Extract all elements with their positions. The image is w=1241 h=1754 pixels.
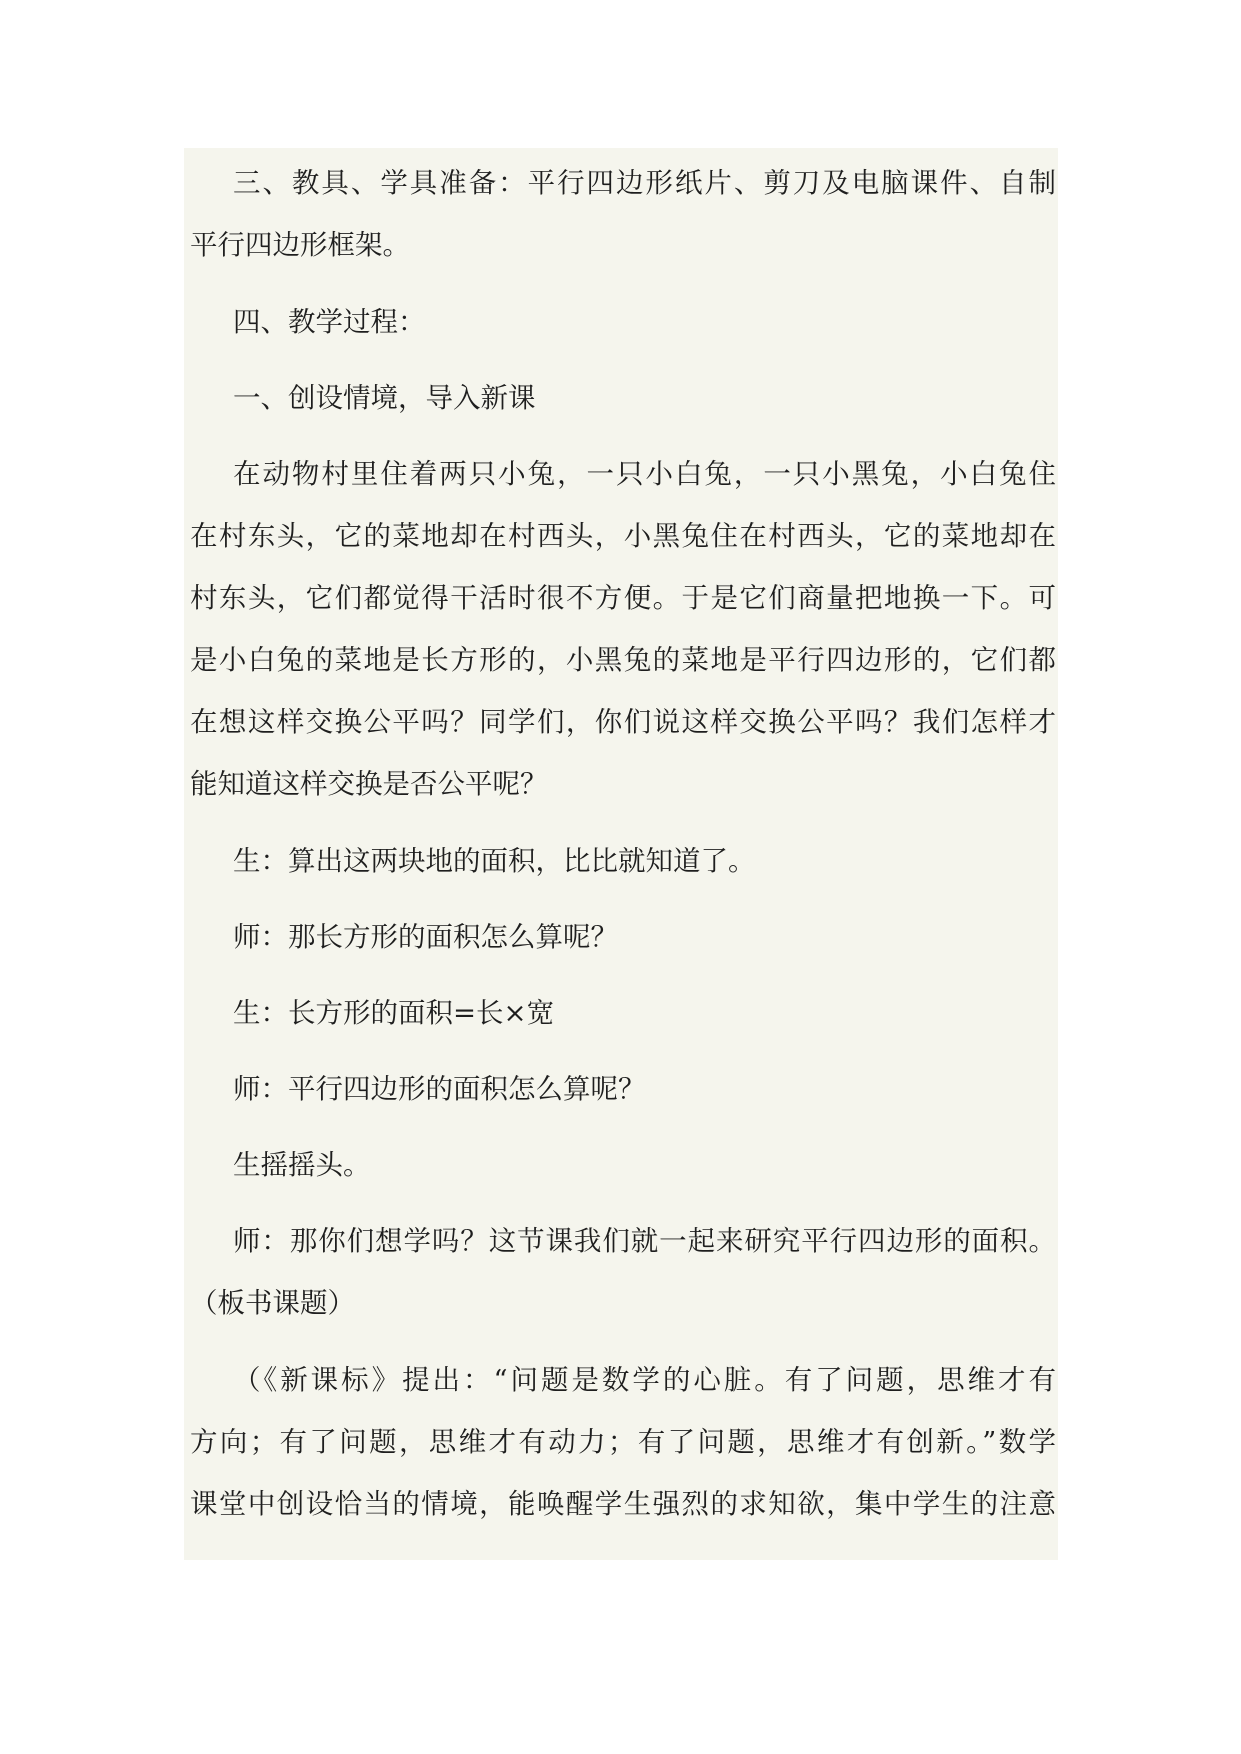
dialogue-line: 生：算出这两块地的面积，比比就知道了。 — [233, 845, 756, 877]
dialogue-line: 师：平行四边形的面积怎么算呢？ — [233, 1073, 646, 1105]
paragraph-line: 课堂中创设恰当的情境，能唤醒学生强烈的求知欲，集中学生的注意 — [190, 1488, 1056, 1520]
paragraph-line: 在村东头，它的菜地却在村西头，小黑兔住在村西头，它的菜地却在 — [190, 520, 1056, 552]
dialogue-line: 生：长方形的面积=长×宽 — [233, 997, 555, 1029]
paragraph-line: 平行四边形框架。 — [190, 229, 410, 261]
paragraph-line: （板书课题） — [190, 1287, 355, 1319]
paragraph-line: 在想这样交换公平吗？同学们，你们说这样交换公平吗？我们怎样才 — [190, 706, 1056, 738]
paragraph-line: 村东头，它们都觉得干活时很不方便。于是它们商量把地换一下。可 — [190, 582, 1056, 614]
dialogue-line: 师：那你们想学吗？这节课我们就一起来研究平行四边形的面积。 — [233, 1225, 1056, 1257]
dialogue-line: 师：那长方形的面积怎么算呢？ — [233, 921, 618, 953]
section-heading: 四、教学过程： — [233, 306, 426, 338]
paragraph-line: （《新课标》提出：“问题是数学的心脏。有了问题，思维才有 — [233, 1364, 1056, 1396]
section-heading: 一、创设情境，导入新课 — [233, 382, 536, 414]
paragraph-line: 方向；有了问题，思维才有动力；有了问题，思维才有创新。”数学 — [190, 1426, 1056, 1458]
paragraph-line: 能知道这样交换是否公平呢？ — [190, 768, 548, 800]
paragraph-line: 在动物村里住着两只小兔，一只小白兔，一只小黑兔，小白兔住 — [233, 458, 1056, 490]
dialogue-line: 生摇摇头。 — [233, 1149, 371, 1181]
paragraph-line: 是小白兔的菜地是长方形的，小黑兔的菜地是平行四边形的，它们都 — [190, 644, 1056, 676]
paragraph-line: 三、教具、学具准备：平行四边形纸片、剪刀及电脑课件、自制 — [233, 167, 1056, 199]
